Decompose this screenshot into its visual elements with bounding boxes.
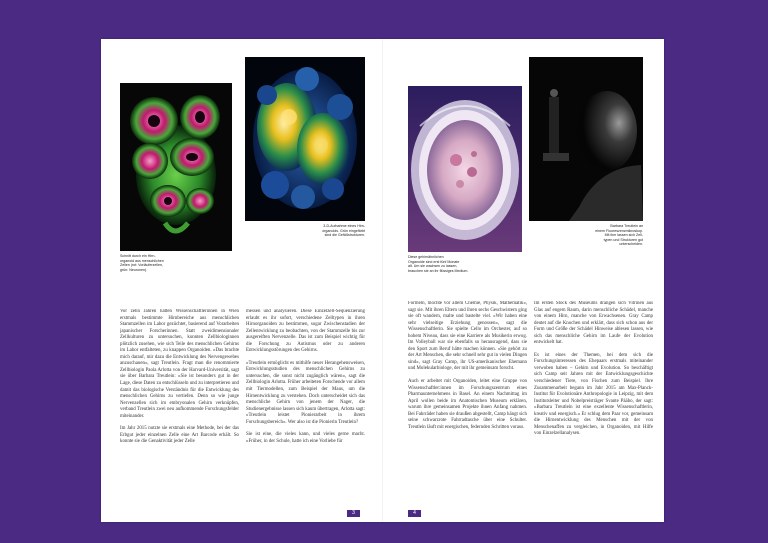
text-column-1 bbox=[120, 309, 239, 515]
text-column-4 bbox=[534, 301, 653, 515]
paragraph: Vor zehn Jahren hatten Wissenschaftlerinnen in Wien erstmals bestimmte Hirnbereiche aus menschlichen Stammzellen im Labor gezüchtet, basierend auf Vorarbeiten japanischer Forscherinnen. Statt zweidimensionaler Zellkulturen zu untersuchen, konnten Zellbiologinnen plötzlich zusehen, wie sich Teile des menschlichen Gehirns im Labor entfalteten, zu knappen Organoiden. »Das brachte mich darauf, mir dazu die Entwicklung des Nervengewebes anzuschauen«, sagt Treutlein. Fragt man die renommierte Zellbiologin Paola Arlotta von der Harvard-Universität, sagt sie über Barbara Treutlein: »Sie ist besonders gut in der Lage, diese Daten zu entschlüsseln und zu interpretieren und damit das biologische Verständnis für die Entwicklung des menschlichen Gehirns zu vertiefen. Denn so wie junge Nervenzellen sich im embryonalen Gehirn verknüpfen, verband Treutlein zwei neu aufkommende Forschungsfelder miteinander. bbox=[120, 309, 239, 419]
brain-slice-caption: Schnitt durch ein Hirn- organoid aus menschlichen Zellen (rot: Vorläuferzellen, grün: Neuronen). bbox=[120, 254, 164, 272]
paragraph: Sie ist eine, die vieles kann, und vieles gerne macht. »Früher, in der Schule, hatte ich eine Vorliebe für bbox=[246, 432, 365, 444]
page-gutter bbox=[382, 39, 383, 522]
organoid-3d-caption: 3-D-Aufnahme eines Hirn- organoids. Grün eingefärbt sind die Gefäßstrukturen. bbox=[322, 224, 365, 238]
page-number-right: 4 bbox=[408, 510, 421, 517]
paragraph: Im ersten Stock des Museums drängen sich Vitrinen aus Glas auf engem Raum, darin menschliche Schädel, manche von einem Hirn, manche von Erwachsenen. Gray Camp deutet auf die Knochen und erklärt, dass sich schon aus der Form und Größe der Schädel Hinweise ablesen lassen, wie sich das menschliche Gehirn im Laufe der Evolution entwickelt hat. bbox=[534, 301, 653, 346]
paragraph: Auch er arbeitet mit Organoiden, leitet eine Gruppe von Wissenschaftler:innen im Forschungszentrum eines Pharmaunternehmens in Basel. An einem Nachmittag im April wollen beide im Anatomischen Museum erklären, warum ihre gemeinsamen Projekte ihnen Anfang nahmen. Bei Fahrräder haben sie draußen abgestellt, Camp hängt sich seine schwarzrote Fahrradtasche über eine Schulter. Treutlein läuft mit energischen, federnden Schritten voraus. bbox=[408, 379, 527, 430]
portrait-caption: Barbara Treutlein an einem Fluoreszenzmikroskop. Mit ihm lassen sich Zell- typen und Strukturen gut unterscheiden. bbox=[595, 224, 643, 247]
paragraph: Es ist eines der Themen, bei dem sich die Forschungsinteressen des Ehepaars erstmals miteinander verwoben haben – Gehirn und Evolution. So beschäftigt sich Camp seit Jahren mit der Entwicklungsgeschichte verschiedener Tiere, von Fischen zum Beispiel. Ihre Zusammenarbeit begann im Jahr 2015 am Max-Planck-Institut für Evolutionäre Anthropologie in Leipzig, mit dem Institutsleiter und Nobelpreisträger Svante Pääbo, der sagt: »Barbara Treutlein ist eine exzellente Wissenschaftlerin, kreativ und energisch.« Er schlug dem Paar vor, gemeinsam die Hirnentwicklung des Menschen mit der von Menschenaffen zu vergleichen, in Organoiden, mit Hilfe von Einzelzellanalysen. bbox=[534, 352, 653, 437]
petri-dish-caption: Diese gehirnähnlichen Organoide sind erst fünf Monate alt. Um sie wachsen zu lassen, brauchen sie an ihr flüssiges Medium. bbox=[408, 255, 469, 273]
paragraph: »Treutlein ermöglicht es mithilfe neuer Herangehensweisen, Entwicklungsstudien des menschlichen Gehirns zu untersuchen, die sonst nicht zugänglich wären«, sagt die Zellbiologin Arlotta. Früher arbeiteten Forschende vor allem mit Tiermodellen, zum Beispiel der Maus, um die Hirnentwicklung zu verstehen. Doch unterscheidet sich das menschliche Gehirn von jenem der Nager, die Studienergebnisse lassen sich kaum übertragen, Arlotta sagt: »Treutlein leistet Pionierarbeit in ihrem Forschungsbereich«. Wer also ist die Pionierin Treutlein? bbox=[246, 360, 365, 425]
brain-organoid-slice-photo bbox=[120, 83, 232, 251]
paragraph: Formeln, mochte vor allem Chemie, Physik, Mathematik«, sagt sie. Mit ihren Eltern und ihren sechs Geschwistern ging sie oft wandern, malte und bastelte viel. »Wir haben eine sehr vielseitige Erziehung genossen«, sagt die Wissenschaftlerin. Sie spielte Cello im Orchester, auf so hohem Niveau, dass sie eine Karriere als Musikerin erwog. Im Volleyball war sie ebenfalls so herausragend, dass sie den Sport zum Beruf hätte machen können. »Sie gehört zu der Art Menschen, die sehr schnell sehr gut in vielen Dingen sind«, sagt Gray Camp, ihr US-amerikanischer Ehemann und Molekularbiologe, der mit ihr gemeinsam forscht. bbox=[408, 301, 527, 372]
paragraph: messen und analysieren. Diese Einzelzell-Sequenzierung erlaubt es ihr sofort, verschiedene Zelltypen in ihren Hirnorganoiden zu bestimmen, sogar Zwischenstadien der Zellentwicklung zu beobachten, von der Stammzelle bis zur ausgereiften Nervenzelle. Das ist zum Beispiel wichtig für die Forschung zu Autismus oder zu anderen Entwicklungsstörungen des Gehirns. bbox=[246, 309, 365, 354]
text-column-3 bbox=[408, 301, 527, 515]
organoid-3d-photo bbox=[245, 57, 365, 221]
page-number-left: 3 bbox=[347, 510, 360, 517]
scientist-portrait-photo bbox=[529, 57, 643, 221]
text-column-2 bbox=[246, 309, 365, 515]
paragraph: Im Jahr 2015 nutzte sie erstmals eine Methode, bei der das Erbgut jeder einzelnen Zelle eine Art Barcode erhält. So konnte sie die Genaktivität jeder Zelle bbox=[120, 426, 239, 445]
magazine-spread bbox=[101, 39, 664, 522]
petri-dish-photo bbox=[408, 86, 522, 252]
